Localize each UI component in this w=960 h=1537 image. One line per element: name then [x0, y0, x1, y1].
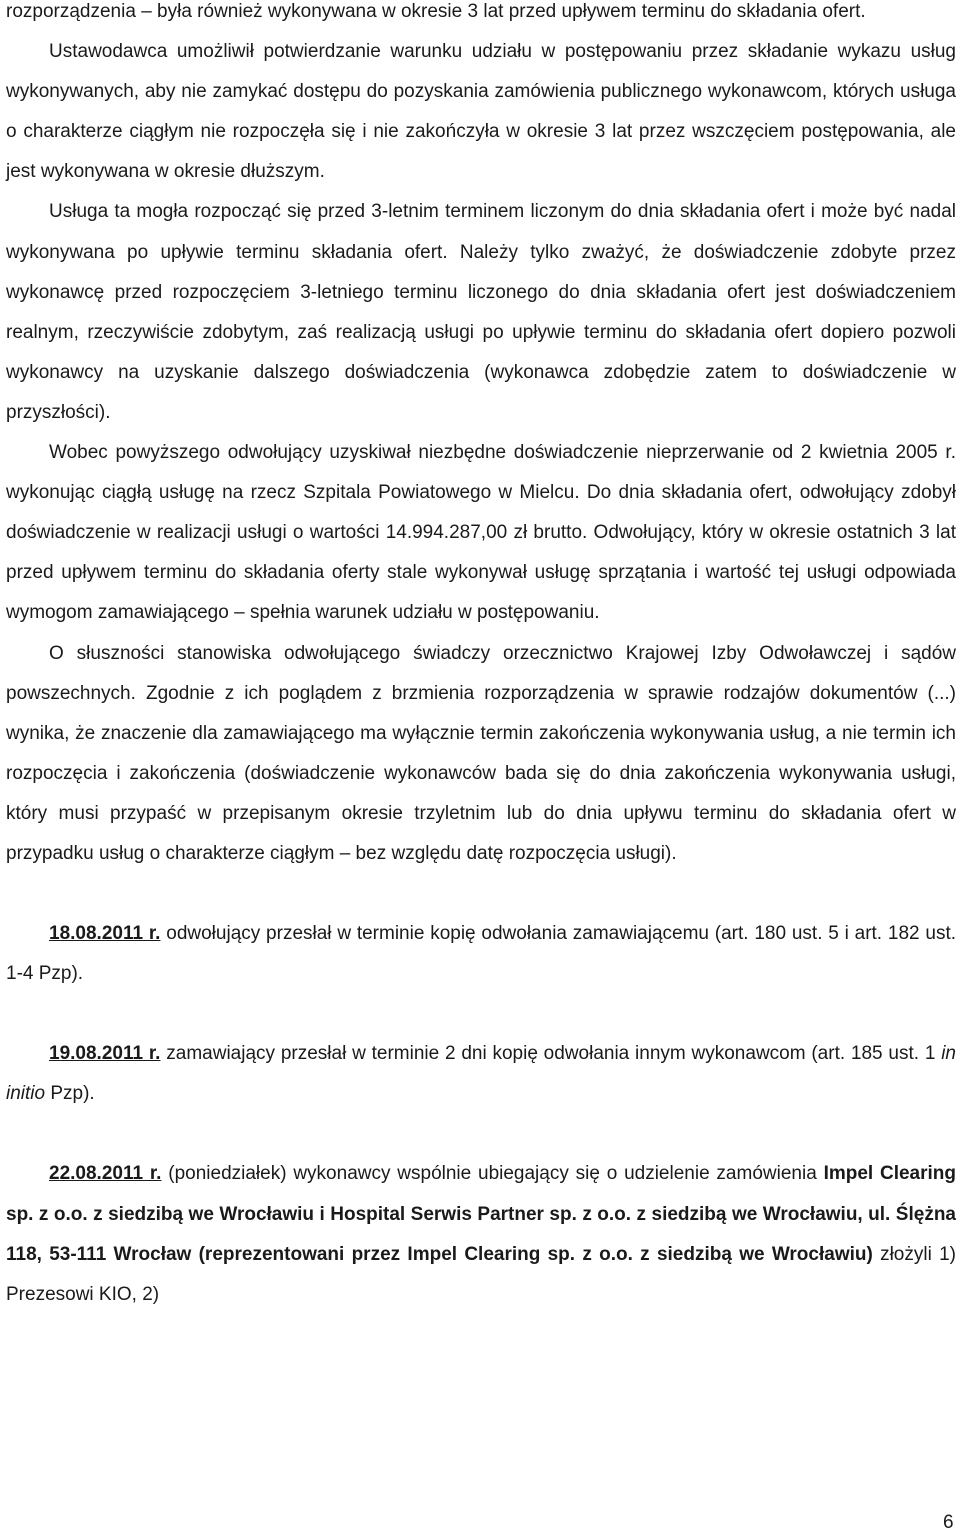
entry-text-bold: Impel Clearing sp. z o.o. z siedzibą we Wrocławiu i Hospital Serwis Partner sp. z o.o. z siedzibą we Wrocławiu, ul. Ślężna 118, 53-111 Wrocław (reprezentowani przez Impel Clearing sp. z o.o. z siedzibą we Wrocławiu)	[6, 1163, 956, 1265]
entry-text: (poniedziałek) wykonawcy wspólnie ubiegający się o udzielenie zamówienia	[161, 1163, 824, 1185]
entry-text-end: Pzp).	[45, 1083, 95, 1105]
entry-text: zamawiający przesłał w terminie 2 dni kopię odwołania innym wykonawcom (art. 185 ust. 1	[160, 1043, 942, 1065]
page-number: 6	[943, 1512, 954, 1533]
entry-22-08-2011	[6, 1154, 956, 1314]
entry-text-end: złożyli 1) Prezesowi KIO, 2)	[6, 1243, 956, 1305]
entry-text-italic: in initio	[6, 1043, 956, 1105]
entry-19-08-2011	[6, 1034, 956, 1114]
entry-date: 18.08.2011 r.	[49, 923, 161, 945]
entry-date: 19.08.2011 r.	[49, 1043, 161, 1065]
paragraph-appellant-experience: Wobec powyższego odwołujący uzyskiwał niezbędne doświadczenie nieprzerwanie od 2 kwietnia 2005 r. wykonując ciągłą usługę na rzecz Szpitala Powiatowego w Mielcu. Do dnia składania ofert, odwołujący zdobył doświadczenie w realizacji usługi o wartości 14.994.287,00 zł brutto. Odwołujący, który w okresie ostatnich 3 lat przed upływem terminu do składania oferty stale wykonywał usługę sprzątania i wartość tej usługi odpowiada wymogom zamawiającego – spełnia warunek udziału w postępowaniu.	[6, 442, 956, 624]
entry-18-08-2011	[6, 914, 956, 994]
entry-date: 22.08.2011 r.	[49, 1163, 162, 1185]
paragraph-service-start: Usługa ta mogła rozpocząć się przed 3-letnim terminem liczonym do dnia składania ofert i może być nadal wykonywana po upływie terminu składania ofert. Należy tylko zważyć, że doświadczenie zdobyte przez wykonawcę przed rozpoczęciem 3-letniego terminu liczonego do dnia składania ofert jest doświadczeniem realnym, rzeczywiście zdobytym, zaś realizacją usługi po upływie terminu do składania ofert dopiero pozwoli wykonawcy na uzyskanie dalszego doświadczenia (wykonawca zdobędzie zatem to doświadczenie w przyszłości).	[6, 201, 956, 423]
paragraph-legislator: Ustawodawca umożliwił potwierdzanie warunku udziału w postępowaniu przez składanie wykazu usług wykonywanych, aby nie zamykać dostępu do pozyskania zamówienia publicznego wykonawcom, których usługa o charakterze ciągłym nie rozpoczęła się i nie zakończyła w okresie 3 lat przez wszczęciem postępowania, ale jest wykonywana w okresie dłuższym.	[6, 41, 956, 183]
paragraph-continuation: rozporządzenia – była również wykonywana w okresie 3 lat przed upływem terminu do składania ofert.	[6, 1, 866, 22]
entry-text: odwołujący przesłał w terminie kopię odwołania zamawiającemu (art. 180 ust. 5 i art. 182 ust. 1-4 Pzp).	[6, 923, 956, 985]
paragraph-case-law: O słuszności stanowiska odwołującego świadczy orzecznictwo Krajowej Izby Odwoławczej i sądów powszechnych. Zgodnie z ich poglądem z brzmienia rozporządzenia w sprawie rodzajów dokumentów (...) wynika, że znaczenie dla zamawiającego ma wyłącznie termin zakończenia wykonywania usług, a nie termin ich rozpoczęcia i zakończenia (doświadczenie wykonawców bada się do dnia zakończenia wykonywania usługi, który musi przypaść w przepisanym okresie trzyletnim lub do dnia upływu terminu do składania ofert w przypadku usług o charakterze ciągłym – bez względu datę rozpoczęcia usługi).	[6, 642, 956, 864]
document-page	[6, 0, 956, 1315]
